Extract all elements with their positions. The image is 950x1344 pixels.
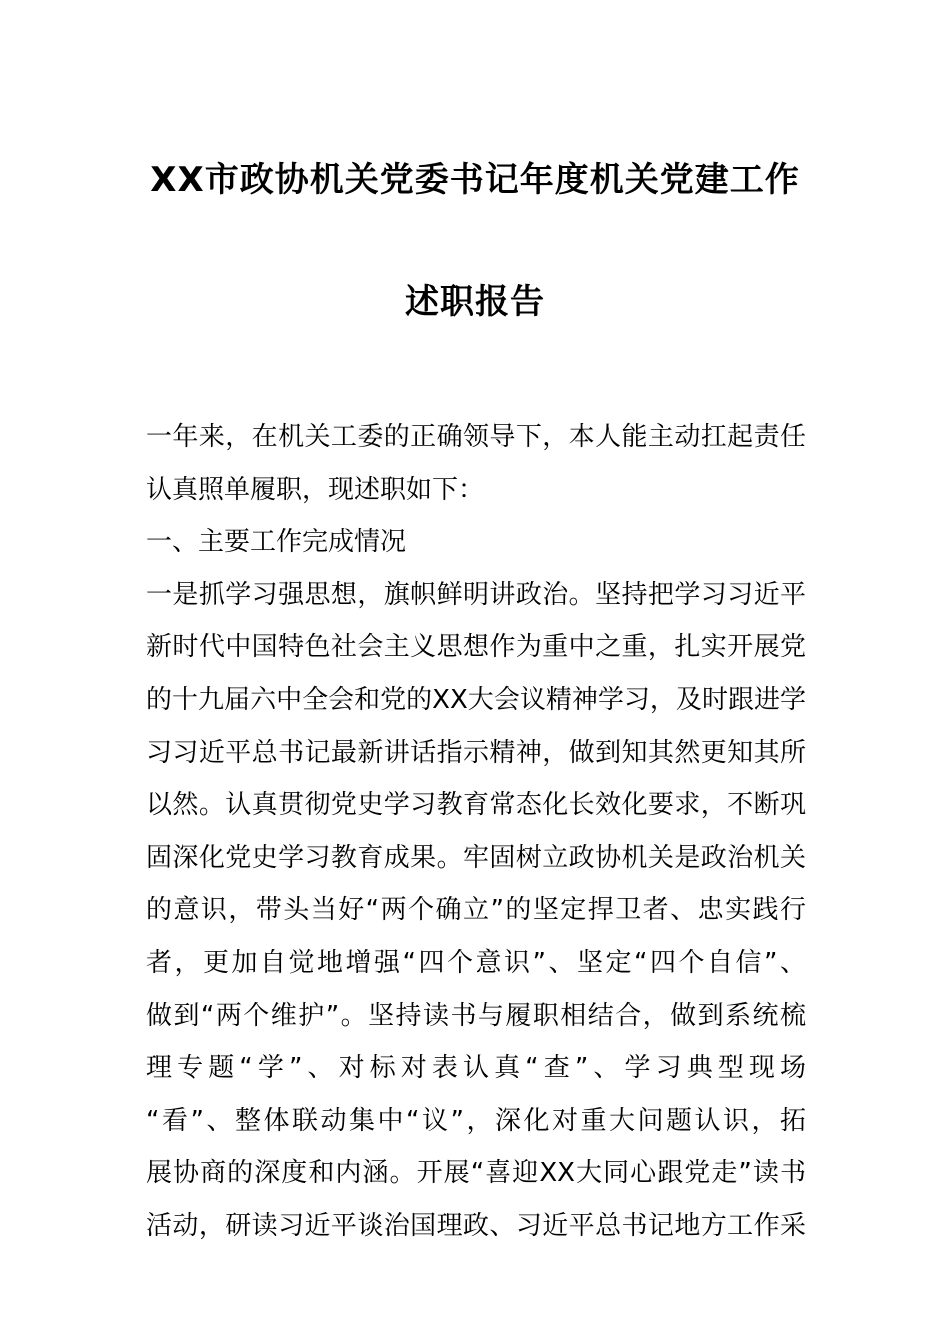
document-body [146, 411, 806, 1253]
paragraph-line: 活动，研读习近平谈治国理政、习近平总书记地方工作采 [146, 1210, 806, 1241]
paragraph-line: 固深化党史学习教育成果。牢固树立政协机关是政治机关 [146, 842, 806, 873]
paragraph-line: 做到“两个维护”。坚持读书与履职相结合，做到系统梳 [146, 1000, 806, 1031]
document-title-line-1: XX市政协机关党委书记年度机关党建工作 [150, 160, 800, 200]
paragraph-line: 一是抓学习强思想，旗帜鲜明讲政治。坚持把学习习近平 [146, 579, 806, 610]
paragraph-line: 展协商的深度和内涵。开展“喜迎XX大同心跟党走”读书 [146, 1158, 806, 1189]
paragraph-line: 理专题“学”、对标对表认真“查”、学习典型现场 [146, 1053, 806, 1084]
intro-line: 一年来，在机关工委的正确领导下，本人能主动扛起责任 [146, 422, 806, 452]
section-heading: 一、主要工作完成情况 [146, 527, 407, 558]
paragraph-line: 者，更加自觉地增强“四个意识”、坚定“四个自信”、 [146, 947, 806, 978]
paragraph-line: “看”、整体联动集中“议”，深化对重大问题认识，拓 [146, 1105, 806, 1136]
paragraph-line: 新时代中国特色社会主义思想作为重中之重，扎实开展党 [146, 632, 806, 663]
paragraph-line: 习习近平总书记最新讲话指示精神，做到知其然更知其所 [146, 737, 806, 768]
paragraph-line: 的意识，带头当好“两个确立”的坚定捍卫者、忠实践行 [146, 895, 806, 926]
paragraph-line: 以然。认真贯彻党史学习教育常态化长效化要求，不断巩 [146, 790, 806, 821]
document-title-line-2: 述职报告 [405, 282, 545, 322]
paragraph-line: 的十九届六中全会和党的XX大会议精神学习，及时跟进学 [146, 684, 806, 715]
intro-line: 认真照单履职，现述职如下： [146, 474, 485, 505]
